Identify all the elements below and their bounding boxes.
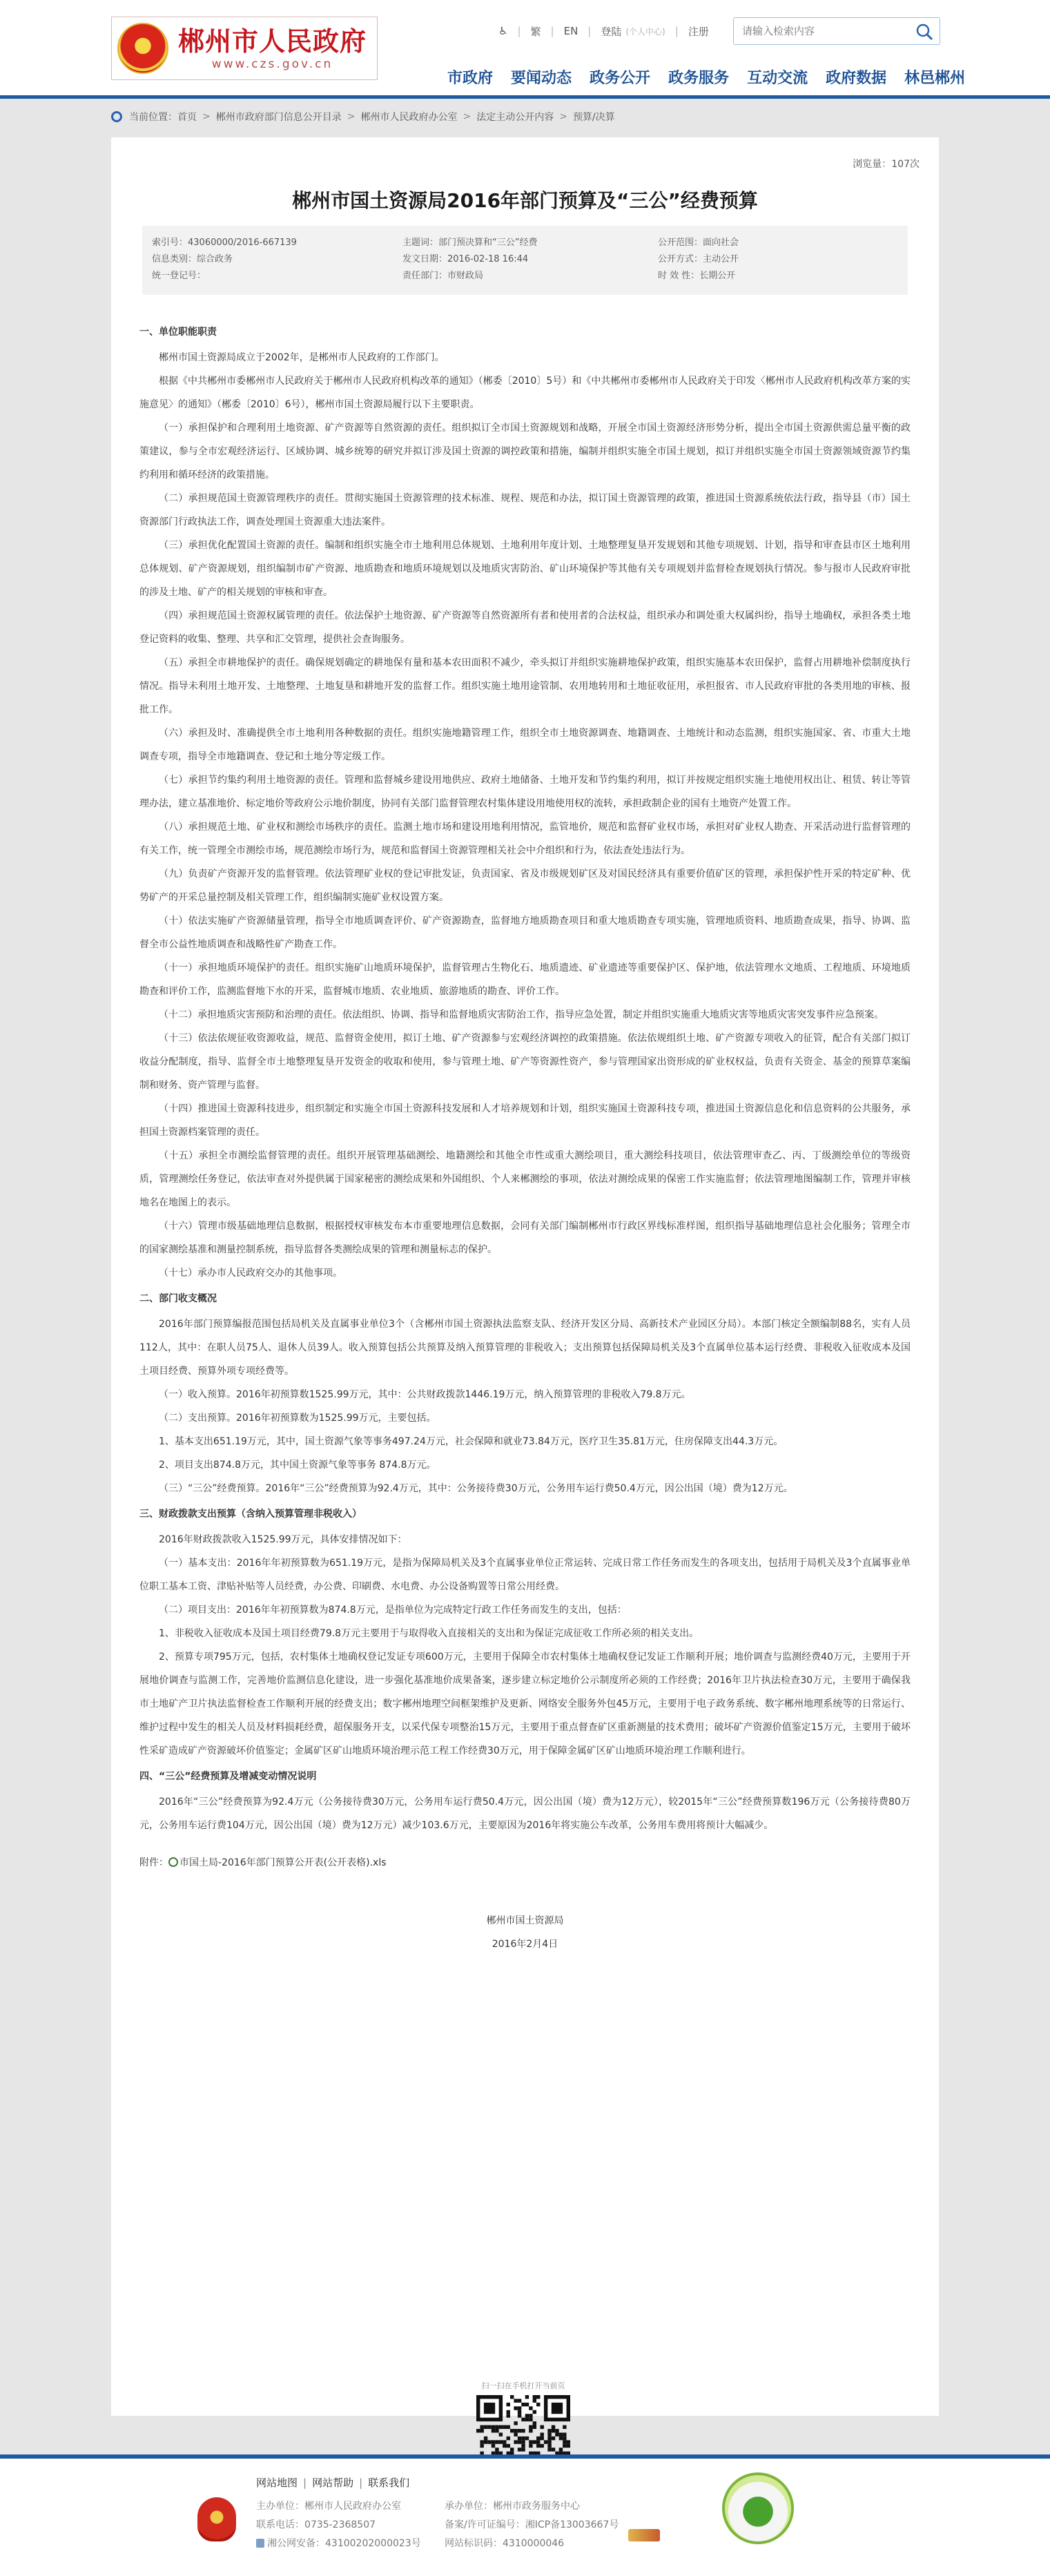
attachment-prefix: 附件： [139,1857,168,1868]
section-heading: 四、“三公”经费预算及增减变动情况说明 [139,1771,317,1782]
signature-block [139,1909,911,1956]
meta-category: 信息类别：综合政务 [152,254,233,264]
logo-title: 郴州市人民政府 [178,26,367,57]
article-paragraph: 1、基本支出651.19万元，其中，国土资源气象等事务497.24万元，社会保障和就业73.84万元，医疗卫生35.81万元，住房保障支出44.3万元。 [159,1436,784,1447]
article-paragraph: （七）承担节约集约利用土地资源的责任。管理和监督城乡建设用地供应、政府土地储备、土地开发和节约集约利用，拟订并按规定组织实施土地使用权出让、租赁、转让等管理办法，建立基准地价、标定地价等政府公示地价制度，协同有关部门监督管理农村集体建设用地使用权的流转，承担政制企业的国有土地资产处置工作。 [139,775,911,809]
article-paragraph: （十二）承担地质灾害预防和治理的责任。依法组织、协调、指导和监督地质灾害防治工作，指导应急处置，制定并组织实施重大地质灾害等地质灾害突发事件应急预案。 [159,1009,884,1020]
party-government-badge-icon[interactable] [197,2497,236,2541]
footer-organizer: 承办单位：郴州市政务服务中心 [445,2501,580,2512]
meta-index-number: 索引号：43060000/2016-667139 [152,238,297,248]
breadcrumb-home[interactable]: 首页 [177,112,197,123]
footer-police-record-text: 湘公网安备：43100202000023号 [267,2538,421,2549]
breadcrumb-budget[interactable]: 预算/决算 [572,112,615,123]
footer-contact-link[interactable]: 联系我们 [368,2477,410,2489]
nav-government-services[interactable]: 政务服务 [668,70,730,87]
article-paragraph: （四）承担规范国土资源权属管理的责任。依法保护土地资源、矿产资源等自然资源所有者和使用者的合法权益，组织承办和调处重大权属纠纷，指导土地确权，承担各类土地登记资料的收集、整理、共享和汇交管理，提供社会查询服务。 [139,610,911,645]
site-logo[interactable] [111,17,378,80]
police-badge-icon [256,2539,264,2548]
meta-department: 责任部门：市财政局 [402,271,484,281]
footer-sponsor: 主办单位：郴州市人民政府办公室 [256,2501,401,2512]
article-paragraph: （二）项目支出：2016年年初预算数为874.8万元，是指单位为完成特定行政工作任务而发生的支出，包括： [159,1605,627,1616]
article-paragraph: （十四）推进国土资源科技进步，组织制定和实施全市国土资源科技发展和人才培养规划和计划，组织实施国土资源科技专项，推进国土资源信息化和信息资料的公共服务，承担国土资源档案管理的责任。 [139,1103,911,1138]
article-paragraphs [139,318,911,1837]
search-icon[interactable] [915,22,934,41]
article-paragraph: （五）承担全市耕地保护的责任。确保规划确定的耕地保有量和基本农田面积不减少，牵头拟订并组织实施耕地保护政策，组织实施基本农田保护，监督占用耕地补偿制度执行情况。指导未利用土地开发、土地整理、土地复垦和耕地开发的监督工作。组织实施土地用途管制、农用地转用和土地征收征用，承担报省、市人民政府审批的各类用地的审核、报批工作。 [139,657,911,715]
section-heading: 一、单位职能职责 [139,327,217,338]
search-input[interactable] [734,18,900,44]
signature-organization: 郴州市国土资源局 [486,1915,564,1926]
nav-interaction[interactable]: 互动交流 [747,70,808,87]
article-paragraph: 2016年财政拨款收入1525.99万元，具体安排情况如下： [159,1534,407,1545]
section-heading: 二、部门收支概况 [139,1293,217,1304]
footer-police-record[interactable] [256,2535,445,2553]
breadcrumb-directory[interactable]: 郴州市政府部门信息公开目录 [215,112,342,123]
section-heading: 三、财政拨款支出预算（含纳入预算管理非税收入） [139,1509,362,1520]
page-title: 郴州市国土资源局2016年部门预算及“三公”经费预算 [292,189,758,212]
nav-government-data[interactable]: 政府数据 [826,70,887,87]
article-paragraph: （三）“三公”经费预算。2016年“三公”经费预算为92.4万元，其中：公务接待费30万元，公务用车运行费50.4万元，因公出国（境）费为12万元。 [159,1483,793,1494]
qr-caption: 扫一扫在手机打开当前页 [481,2381,565,2390]
article-paragraph: （一）基本支出：2016年年初预算数为651.19万元，是指为保障局机关及3个直属事业单位正常运转、完成日常工作任务而发生的各项支出，包括用于局机关及3个直属事业单位职工基本工资、津贴补贴等人员经费，办公费、印刷费、水电费、办公设备购置等日常公用经费。 [139,1558,911,1592]
article-paragraph: （二）支出预算。2016年初预算数为1525.99万元，主要包括。 [159,1413,436,1424]
meta-validity: 时 效 性：长期公开 [658,271,736,281]
login-link[interactable]: 登陆 [601,25,622,38]
article-paragraph: （一）承担保护和合理利用土地资源、矿产资源等自然资源的责任。组织拟订全市国土资源规划和战略，开展全市国土资源经济形势分析，提出全市国土资源供需总量平衡的政策建议，参与全市宏观经济运行、区域协调、城乡统筹的研究并拟订涉及国土资源的调控政策和措施，编制并组织实施全市国土规划，拟订并组织实施全市国土资源领域资源节约集约利用和循环经济的政策措施。 [139,423,911,481]
top-links: ♿ | 繁 | EN | 登陆 (个人中心) | 注册 [498,25,709,38]
nav-city-government[interactable]: 市政府 [447,70,494,87]
article-paragraph: （八）承担规范土地、矿业权和测绘市场秩序的责任。监测土地市场和建设用地利用情况，监管地价，规范和监督矿业权市场，承担对矿业权人勘查、开采活动进行监督管理的有关工作，统一管理全市测绘市场，规范测绘市场行为，规范和监督国土资源管理相关社会中介组织和行为，依法查处违法行为。 [139,822,911,856]
article-paragraph: （六）承担及时、准确提供全市土地利用各种数据的责任。组织实施地籍管理工作，组织全市土地资源调查、地籍调查、土地统计和动态监测，组织实施国家、省、市重大土地调查专项，指导全市地籍调查、登记和土地分等定级工作。 [139,728,911,762]
article-paragraph: （二）承担规范国土资源管理秩序的责任。贯彻实施国土资源管理的技术标准、规程、规范和办法，拟订国土资源管理的政策，推进国土资源系统依法行政，指导县（市）国土资源部门行政执法工作，调查处理国土资源重大违法案件。 [139,493,911,527]
breadcrumb-office[interactable]: 郴州市人民政府办公室 [360,112,458,123]
attachment-link[interactable]: 市国土局-2016年部门预算公开表(公开表格).xls [179,1857,387,1868]
footer-phone: 联系电话：0735-2368507 [256,2519,376,2530]
article-container [111,137,939,2416]
article-paragraph: （十一）承担地质环境保护的责任。组织实施矿山地质环境保护，监督管理古生物化石、地质遗迹、矿业遗迹等重要保护区、保护地，依法管理水文地质、工程地质、环境地质勘查和评价工作，监测监督地下水的开采，监督城市地质、农业地质、旅游地质的勘查、评价工作。 [139,962,911,997]
attachment-icon [168,1857,178,1867]
article-paragraph: （十）依法实施矿产资源储量管理，指导全市地质调查评价、矿产资源勘查，监督地方地质勘查项目和重大地质勘查专项实施，管理地质资料、地质勘查成果，指导、协调、监督全市公益性地质调查和战略性矿产勘查工作。 [139,916,911,950]
login-hint: (个人中心) [625,26,665,37]
site-footer [0,2454,1050,2576]
article-paragraph: 郴州市国土资源局成立于2002年，是郴州市人民政府的工作部门。 [159,352,445,363]
article-paragraph: 2、预算专项795万元，包括，农村集体土地确权登记发证专项600万元，主要用于保障全市农村集体土地确权登记发证工作顺利开展；地价调查与监测经费40万元，主要用于开展地价调查与监测工作，完善地价监测信息化建设，进一步强化基准地价成果备案，逐步建立标定地价公示制度所必须的工作经费；2016年卫片执法检查30万元，主要用于确保我市土地矿产卫片执法监督检查工作顺利开展的经费支出；数字郴州地理空间框架维护及更新、网络安全服务外包45万元，主要用于电子政务系统、数字郴州地理系统等的日常运行、维护过程中发生的相关人员及材料损耗经费，超保服务开支，以采代保专项整治15万元，主要用于重点督查矿区重新测量的技术费用；破坏矿产资源价值鉴定15万元，主要用于破坏性采矿造成矿产资源破坏价值鉴定；金属矿区矿山地质环境治理示范工程工作经费30万元，用于保障金属矿区矿山地质环境治理工作顺利进行。 [139,1652,911,1756]
traditional-chinese-link[interactable]: 繁 [530,25,541,38]
site-header [0,0,1050,95]
error-correction-badge-icon[interactable] [628,2529,660,2541]
search-box [733,17,940,45]
article-body [139,318,911,1956]
article-paragraph: （九）负责矿产资源开发的监督管理。依法管理矿业权的登记审批发证，负责国家、省及市级规划矿区及对国民经济具有重要价值矿区的管理，承担保护性开采的特定矿种、优势矿产的开采总量控制及相关管理工作，组织编制实施矿业权设置方案。 [139,869,911,903]
accessibility-icon[interactable]: ♿ [498,25,508,37]
view-count: 浏览量：107次 [853,159,920,170]
nav-news[interactable]: 要闻动态 [511,70,572,87]
logo-url: www.czs.gov.cn [211,57,333,71]
nav-government-affairs-disclosure[interactable]: 政务公开 [590,70,651,87]
article-paragraph: （十五）承担全市测绘监督管理的责任。组织开展管理基础测绘、地籍测绘和其他全市性或重大测绘项目，重大测绘科技项目，依法管理审查乙、丙、丁级测绘单位的等级资质，管理测绘任务登记，依法审查对外提供属于国家秘密的测绘成果和外国组织、个人来郴测绘的事项，依法对测绘成果的保密工作实施监督；依法管理地图编制工作，管理并审核地名在地图上的表示。 [139,1150,911,1208]
article-paragraph: 根据《中共郴州市委郴州市人民政府关于郴州市人民政府机构改革的通知》（郴委〔2010〕5号）和《中共郴州市委郴州市人民政府关于印发〈郴州市人民政府机构改革方案的实施意见〉的通知》（郴委〔2010〕6号），郴州市国土资源局履行以下主要职责。 [139,376,911,410]
document-meta [142,226,908,295]
article-paragraph: 2016年部门预算编报范围包括局机关及直属事业单位3个（含郴州市国土资源执法监察支队、经济开发区分局、高新技术产业园区分局）。本部门核定全额编制88名，实有人员112人，其中：在职人员75人、退休人员39人。收入预算包括公共预算及纳入预算管理的非税收入；支出预算包括保障局机关及3个直属单位基本运行经费、非税收入征收成本及国土项目经费、预算外项专项经费等。 [139,1319,911,1377]
article-paragraph: 2016年“三公”经费预算为92.4万元（公务接待费30万元，公务用车运行费50.4万元，因公出国（境）费为12万元），较2015年“三公”经费预算数196万元（公务接待费80万元，公务用车运行费104万元，因公出国（境）费为12万元）减少103.6万元，主要原因为2016年将实施公车改革，公务用车费用将预计大幅减少。 [139,1797,911,1831]
national-emblem-icon [117,23,168,74]
article-paragraph: （十七）承办市人民政府交办的其他事项。 [159,1268,342,1279]
header-divider [0,95,1050,99]
article-paragraph: 2、项目支出874.8万元，其中国土资源气象等事务 874.8万元。 [159,1460,436,1471]
article-paragraph: （十三）依法依规征收资源收益，规范、监督资金使用，拟订土地、矿产资源参与宏观经济调控的政策措施。依法依规组织土地、矿产资源专项收入的征管，配合有关部门拟订收益分配制度，指导、监督全市土地整理复垦开发资金的收取和使用，参与管理土地、矿产等资源性资产，参与管理国家出资形成的矿业权权益，负责有关资金、基金的预算草案编制和财务、资产管理与监督。 [139,1033,911,1091]
location-icon [111,111,122,122]
breadcrumb: 当前位置： 首页 > 郴州市政府部门信息公开目录 > 郴州市人民政府办公室 > 法定主动公开内容 > 预算/决算 [111,108,615,125]
meta-publish-date: 发文日期：2016-02-18 16:44 [402,254,529,264]
article-paragraph: （三）承担优化配置国土资源的责任。编制和组织实施全市土地利用总体规划、土地利用年度计划、土地整理复垦开发规划和其他专项规划、计划，指导和审查县市区土地利用总体规划、矿产资源规划，组织编制市矿产资源、地质勘查和地质环境规划以及地质灾害防治、矿山环境保护等其他有关专项规划并监督检查规划执行情况。参与报市人民政府审批的涉及土地、矿产的相关规划的审核和审查。 [139,540,911,598]
main-nav [447,66,965,88]
footer-sitemap-link[interactable]: 网站地图 [256,2477,298,2489]
breadcrumb-statutory-content[interactable]: 法定主动公开内容 [476,112,554,123]
english-link[interactable]: EN [563,25,579,37]
meta-registration-number: 统一登记号： [152,271,206,281]
meta-scope: 公开范围：面向社会 [658,238,739,248]
green-site-badge-icon[interactable] [722,2472,794,2544]
footer-icp[interactable]: 备案/许可证编号：湘ICP备13003667号 [445,2519,619,2530]
article-paragraph: （十六）管理市级基础地理信息数据，根据授权审核发布本市重要地理信息数据，会同有关部门编制郴州市行政区界线标准样图，组织指导基础地理信息社会化服务；管理全市的国家测绘基准和测量控制系统，指导监督各类测绘成果的管理和测量标志的保护。 [139,1221,911,1255]
footer-links: 网站地图 | 网站帮助 | 联系我们 [256,2477,410,2489]
nav-linyi-chenzhou[interactable]: 林邑郴州 [904,70,966,87]
signature-date: 2016年2月4日 [492,1939,558,1950]
meta-subject: 主题词：部门预决算和“三公”经费 [402,238,538,248]
article-paragraph: 1、非税收入征收成本及国土项目经费79.8万元主要用于与取得收入直接相关的支出和为保证完成征收工作所必须的相关支出。 [159,1628,699,1639]
footer-help-link[interactable]: 网站帮助 [312,2477,354,2489]
attachment-line [139,1851,911,1875]
footer-info [256,2497,633,2553]
breadcrumb-prefix: 当前位置： [129,112,177,123]
article-paragraph: （一）收入预算。2016年初预算数1525.99万元，其中：公共财政拨款1446.19万元，纳入预算管理的非税收入79.8万元。 [159,1389,691,1400]
register-link[interactable]: 注册 [688,25,709,38]
footer-site-id: 网站标识码：4310000046 [445,2538,565,2549]
meta-disclosure-method: 公开方式：主动公开 [658,254,739,264]
